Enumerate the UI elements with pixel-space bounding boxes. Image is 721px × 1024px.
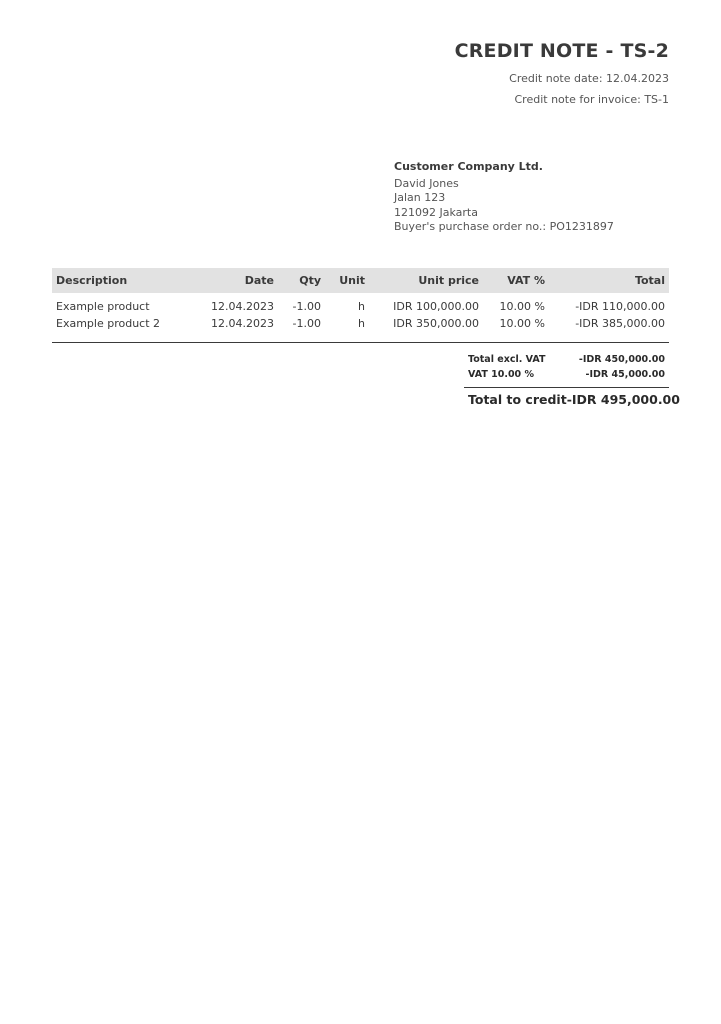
- row-unit-price: IDR 350,000.00: [393, 317, 479, 330]
- total-excl-vat-label: Total excl. VAT: [468, 354, 546, 365]
- row-unit-price: IDR 100,000.00: [393, 300, 479, 313]
- row-description: Example product 2: [56, 317, 161, 330]
- total-to-credit-row: [464, 388, 680, 410]
- header-unit: Unit: [325, 268, 369, 293]
- header-date: Date: [202, 268, 278, 293]
- row-date: 12.04.2023: [211, 317, 274, 330]
- row-vat: 10.00 %: [499, 300, 545, 313]
- row-date: 12.04.2023: [211, 300, 274, 313]
- customer-company: Customer Company Ltd.: [394, 160, 543, 173]
- credit-note-title: CREDIT NOTE - TS-2: [454, 40, 669, 62]
- vat-value: -IDR 45,000.00: [585, 368, 665, 380]
- customer-street: Jalan 123: [394, 191, 446, 205]
- customer-address-block: [394, 160, 614, 235]
- table-header-row: [52, 268, 669, 293]
- row-qty: -1.00: [292, 317, 321, 330]
- header-unit-price: Unit price: [369, 268, 483, 293]
- row-total: -IDR 110,000.00: [575, 300, 665, 313]
- header-qty: Qty: [278, 268, 325, 293]
- row-vat: 10.00 %: [499, 317, 545, 330]
- total-to-credit-value: -IDR 495,000.00: [566, 392, 680, 407]
- total-to-credit-label: Total to credit: [468, 392, 567, 407]
- row-unit: h: [358, 317, 365, 330]
- customer-city: 121092 Jakarta: [394, 205, 478, 219]
- total-excl-vat-value: -IDR 450,000.00: [578, 354, 665, 365]
- row-total: -IDR 385,000.00: [575, 317, 665, 330]
- table-row: [52, 293, 669, 315]
- credit-note-date: Credit note date: 12.04.2023: [509, 72, 669, 85]
- customer-contact: David Jones: [394, 176, 459, 190]
- row-unit: h: [358, 300, 365, 313]
- customer-po-number: Buyer's purchase order no.: PO1231897: [394, 220, 614, 234]
- row-description: Example product: [56, 300, 150, 313]
- credit-note-invoice-ref: Credit note for invoice: TS-1: [514, 93, 669, 106]
- vat-label: VAT 10.00 %: [468, 368, 534, 380]
- header-description: Description: [52, 268, 202, 293]
- vat-row: [464, 369, 669, 384]
- line-items-table: [52, 268, 669, 343]
- table-row: [52, 315, 669, 343]
- header-total: Total: [549, 268, 669, 293]
- row-qty: -1.00: [292, 300, 321, 313]
- totals-block: [464, 354, 680, 410]
- header-vat: VAT %: [483, 268, 549, 293]
- total-excl-vat-row: [464, 354, 669, 369]
